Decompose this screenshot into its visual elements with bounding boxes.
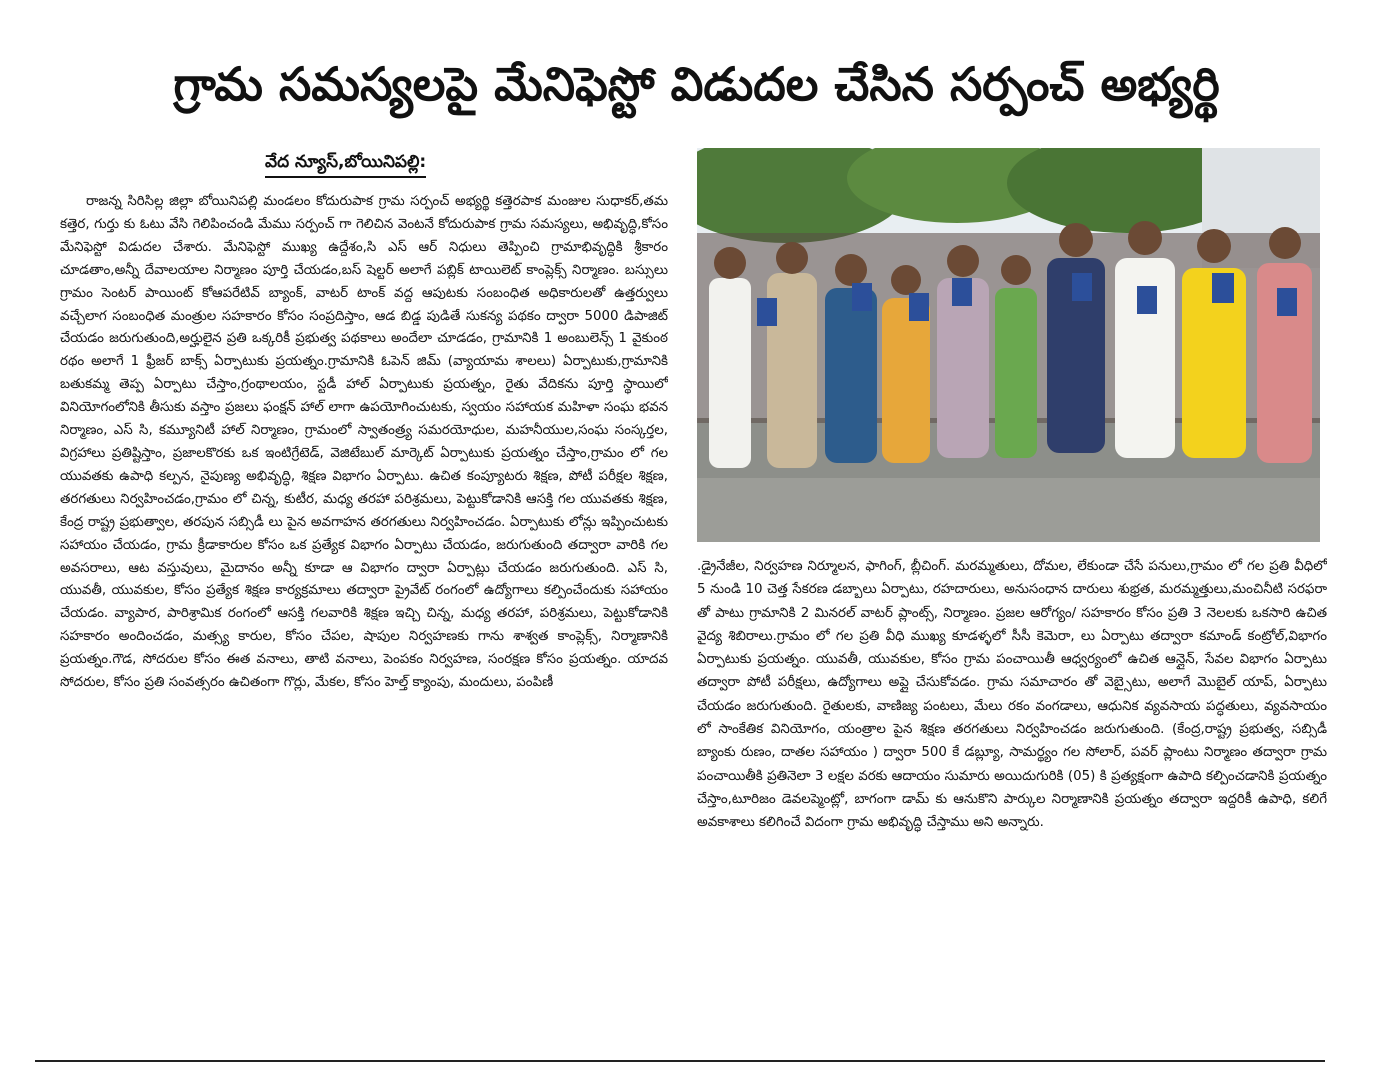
photo-people [709, 221, 1312, 468]
article-column-right [697, 555, 1327, 1045]
headline: గ్రామ సమస్యలపై మేనిఫెస్టో విడుదల చేసిన సర్పంచ్ అభ్యర్థి [173, 57, 1220, 111]
article-body-left: రాజన్న సిరిసిల్ల జిల్లా బోయినిపల్లి మండలం కోదురుపాక గ్రామ సర్పంచ్ అభ్యర్థి కత్తెరపాక మంజుల సుధాకర్,తమ కత్తెర, గుర్తు కు ఓటు వేసి గెలిపించండి మేము సర్పంచ్ గా గెలిచిన వెంటనే కోదురుపాక గ్రామ సమస్యలు, అభివృద్ధి,కోసం మేనిఫెస్టో విడుదల చేశారు. మేనిఫెస్టో ముఖ్య ఉద్దేశం,సి ఎస్ ఆర్ నిధులు తెప్పించి గ్రామాభివృద్ధికి శ్రీకారం చూడతాం,అన్నీ దేవాలయాల నిర్మాణం పూర్తి చేయడం,బస్ షెల్టర్ అలాగే పబ్లిక్ టాయిలెట్ కాంప్లెక్స్ నిర్మాణం. బస్సులు గ్రామం సెంటర్ పాయింట్ కోఆపరేటివ్ బ్యాంక్, వాటర్ టాంక్ వద్ద ఆపుటకు సంబంధిత అధికారులతో ఉత్తర్వులు వచ్చేలాగ సంబంధిత మంత్రుల సహకారం కోసం సంప్రదిస్తాం, ఆడ బిడ్డ పుడితే సుకన్య పథకం ద్వారా 5000 డిపాజిట్ చేయడం జరుగుతుంది,అర్హులైన ప్రతి ఒక్కరికీ ప్రభుత్వ పథకాలు అందేలా చూడడం, గ్రామానికి 1 అంబులెన్స్ 1 వైకుంఠ రథం అలాగే 1 ఫ్రీజర్ బాక్స్ ఏర్పాటుకు ప్రయత్నం.గ్రామానికి ఓపెన్ జిమ్ (వ్యాయామ శాలలు) ఏర్పాటుకు,గ్రామానికి బతుకమ్మ తెప్ప ఏర్పాటు చేస్తాం,గ్రంథాలయం, స్టడీ హాల్ ఏర్పాటుకు ప్రయత్నం, రైతు వేదికను పూర్తి స్థాయిలో వినియోగంలోనికి తీసుకు వస్తాం ప్రజలు ఫంక్షన్ హాల్ లాగా ఉపయోగించుటకు, స్వయం సహాయక మహిళా సంఘ భవన నిర్మాణం, ఎస్ సి, కమ్యూనిటీ హాల్ నిర్మాణం, గ్రామంలో స్వాతంత్ర్య సమరయోధుల, మహనీయుల,సంఘ సంస్కర్తల, విగ్రహాలు ప్రతిష్టిస్తాం, ప్రజాలకొరకు ఒక ఇంటిగ్రేటెడ్, వెజిటేబుల్ మార్కెట్ ఏర్పాటుకు ప్రయత్నం చేస్తాం,గ్రామం లో గల యువతకు ఉపాధి కల్పన, నైపుణ్య అభివృద్ధి, శిక్షణ విభాగం ఏర్పాటు. ఉచిత కంప్యూటరు శిక్షణ, పోటీ పరీక్షల శిక్షణ, తరగతులు నిర్వహించడం,గ్రామం లో చిన్న, కుటీర, మధ్య తరహా పరిశ్రమలు, పెట్టుకోడానికి ఆసక్తి గల యువతకు శిక్షణ, కేంద్ర రాష్ట్ర ప్రభుత్వాల, తరపున సబ్సిడీ లు పైన అవగాహన తరగతులు నిర్వహించడం. ఏర్పాటుకు లోన్లు ఇప్పించుటకు సహాయం చేయడం, గ్రామ క్రీడాకారుల కోసం ఒక ప్రత్యేక విభాగం ఏర్పాటు చేయడం, జరుగుతుంది తద్వారా వారికి గల అవసరాలు, ఆట వస్తువులు, మైదానం అన్నీ కూడా ఆ విభాగం ద్వారా ఏర్పాట్లు చేయడం జరుగుతుంది. ఎస్ సి, యువతీ, యువకుల, కోసం ప్రత్యేక శిక్షణ కార్యక్రమాలు తద్వారా ప్రైవేట్ రంగంలో ఉద్యోగాలు కల్పించేందుకు సహాయం చేయడం. వ్యాపార, పారిశ్రామిక రంగంలో ఆసక్తి గలవారికి శిక్షణ ఇచ్చి చిన్న, మధ్య తరహా, పరిశ్రమలు, పెట్టుకోడానికి సహకారం అందించడం, మత్స్య కారుల, కోసం చేపల, షాపుల నిర్వహణకు గాను శాశ్వత కాంప్లెక్స్, నిర్మాణానికి ప్రయత్నం.గౌడ, సోదరుల కోసం ఈత వనాలు, తాటి వనాలు, పెంపకం నిర్వహణ, సంరక్షణ కోసం ప్రయత్నం. యాదవ సోదరుల, కోసం ప్రతి సంవత్సరం ఉచితంగా గొర్లు, మేకల, కోసం హెల్త్ క్యాంపు, మందులు, పంపిణీ [60, 194, 668, 691]
byline: వేద న్యూస్,బోయినిపల్లి: [265, 148, 426, 178]
bottom-rule [35, 1060, 1325, 1062]
article-body-right: .డ్రైనేజీల, నిర్వహణ నిర్మూలన, ఫాగింగ్, బ్లీచింగ్. మరమ్మతులు, దోమల, లేకుండా చేసే పనులు,గ్రామం లో గల ప్రతి వీధిలో 5 నుండి 10 చెత్త సేకరణ డబ్బాలు ఏర్పాటు, రహదారులు, అనుసంధాన దారులు శుభ్రత, మరమ్మత్తులు,మంచినీటి సరఫరా తో పాటు గ్రామానికి 2 మినరల్ వాటర్ ప్లాంట్స్, నిర్మాణం. ప్రజల ఆరోగ్యం/ సహకారం కోసం ప్రతి 3 నెలలకు ఒకసారి ఉచిత వైద్య శిబిరాలు.గ్రామం లో గల ప్రతి వీధి ముఖ్య కూడళ్ళలో సీసీ కెమెరా, లు ఏర్పాటు తద్వారా కమాండ్ కంట్రోల్,విభాగం ఏర్పాటుకు ప్రయత్నం. యువతీ, యువకుల, కోసం గ్రామ పంచాయితీ ఆధ్వర్యంలో ఉచిత ఆన్లైన్, సేవల విభాగం ఏర్పాటు తద్వారా పోటీ పరీక్షలు, ఉద్యోగాలు అప్లై చేసుకోవడం. గ్రామ సమాచారం తో వెబ్సైటు, అలాగే మొబైల్ యాప్, ఏర్పాటు చేయడం జరుగుతుంది. రైతులకు, వాణిజ్య పంటలు, మేలు రకం వంగడాలు, ఆధునిక వ్యవసాయ పద్ధతులు, వ్యవసాయం లో సాంకేతిక వినియోగం, యంత్రాల పైన శిక్షణ తరగతులు నిర్వహించడం జరుగుతుంది. (కేంద్ర,రాష్ట్ర ప్రభుత్వ, సబ్సిడీ బ్యాంకు రుణం, దాతల సహాయం ) ద్వారా 500 కే డబ్ల్యూ, సామర్థ్యం గల సోలార్, పవర్ ప్లాంటు నిర్మాణం తద్వారా గ్రామ పంచాయితీకి ప్రతినెలా 3 లక్షల వరకు ఆదాయం సుమారు అయిదుగురికి (05) కి ప్రత్యక్షంగా ఉపాది కల్పించడానికి ప్రయత్నం చేస్తాం,టూరిజం డెవలప్మెంట్లో, బాగంగా డామ్ కు ఆనుకొని పార్కుల నిర్మాణానికి ప్రయత్నం తద్వారా ఇద్దరికీ ఉపాధి, కలిగే అవకాశాలు కలిగించే విదంగా గ్రామ అభివృద్ధి చేస్తాము అని అన్నారు. [697, 559, 1327, 831]
article-column-left [60, 191, 668, 1046]
event-photo [697, 148, 1320, 542]
photo-road [697, 478, 1320, 542]
event-photo-illustration [697, 148, 1320, 542]
